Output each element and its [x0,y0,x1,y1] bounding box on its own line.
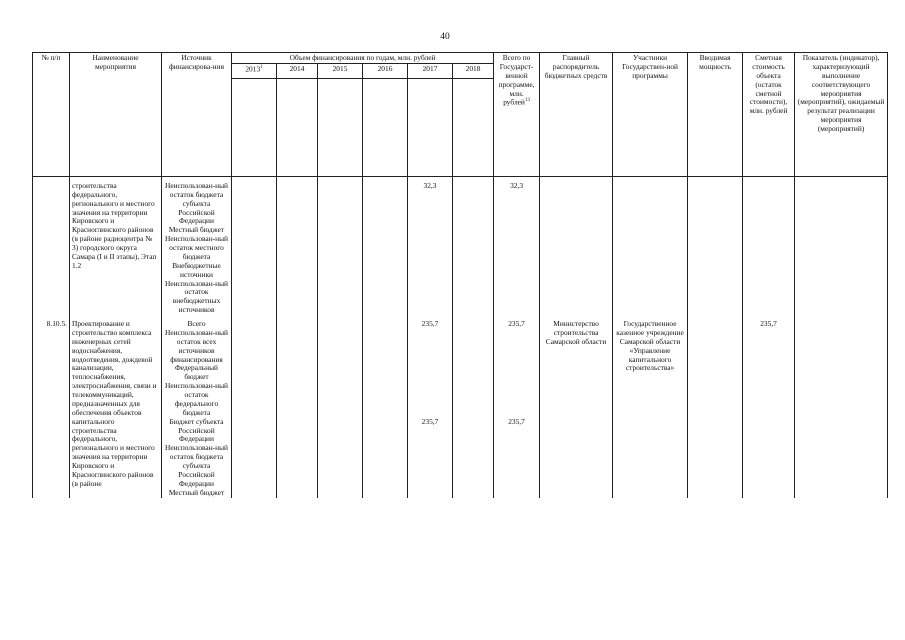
row-num: 8.10.5. [33,320,70,498]
header-year-2013: 2013$^1$ [232,63,277,78]
header-num: № п/п [33,53,70,177]
row-name: Проектирование и строительство комплекса инженерных сетей водоснабжения, водоотведения, дождевой канализации, теплоснабжения, электроснабжения, связи и телекоммуникаций, предназначенных для обеспечения объектов капитального строительства федерального, регионального и местного значения на территории Кировского и Красноглинского районов (в районе [70,320,162,498]
table-header-row [33,53,888,64]
row-total: 32,3 [494,182,540,315]
program-funding-table [32,52,888,498]
header-total: Всего по Государст-венной программе, млн. рублей$^{13}$ [494,53,540,177]
row-sources: Неиспользован-ный остаток бюджета субъекта Российской Федерации Местный бюджет Неиспользован-ный остаток местного бюджета Внебюджетные источники Неиспользован-ный остаток внебюджетных источников [162,182,232,315]
row-total: 235,7 [494,418,540,498]
row-sources: Бюджет субъекта Российской Федерации Неиспользован-ный остаток бюджета субъекта Российской Федерации Местный бюджет [162,418,232,498]
row-value-2017: 32,3 [408,182,453,315]
footnote-mark: 13 [524,98,530,104]
row-name: строительства федерального, регионального и местного значения на территории Кировского и Красноглинского районов (в районе радиоцентра № 3) городского округа Самара (I и II этапы), Этап 1.2 [70,182,162,315]
header-year-2018: 2018 [453,63,494,78]
footnote-mark: 1 [260,64,263,70]
row-participant: Государственное казенное учреждение Самарской области «Управление капитального строительства» [613,320,688,498]
header-year-2014: 2014 [277,63,318,78]
table-row [33,320,888,418]
header-main-manager: Главный распорядитель бюджетных средств [540,53,613,177]
table-row [33,182,888,315]
header-participants: Участники Государствен-ной программы [613,53,688,177]
row-main-manager: Министерство строительства Самарской области [540,320,613,498]
row-estimate: 235,7 [743,320,795,498]
header-funding-group: Объем финансирования по годам, млн. рублей [232,53,494,64]
header-name: Наименование мероприятия [70,53,162,177]
header-sources: Источник финансирова-ния [162,53,232,177]
row-num [33,182,70,315]
header-year-2017: 2017 [408,63,453,78]
row-sources: Всего Неиспользован-ный остаток всех источников финансирования Федеральный бюджет Неиспользован-ный остаток федерального бюджета [162,320,232,418]
row-total: 235,7 [494,320,540,418]
header-capacity: Вводимая мощность [688,53,743,177]
header-indicator: Показатель (индикатор), характеризующий выполнение соответствующего мероприятия (мероприятий), ожидаемый результат реализации мероприятия (мероприятий) [795,53,888,177]
row-value-2017: 235,7 [408,320,453,418]
header-year-2015: 2015 [318,63,363,78]
page-number: 40 [440,32,450,42]
header-year-2016: 2016 [363,63,408,78]
header-estimate: Сметная стоимость объекта (остаток сметной стоимости), млн. рублей [743,53,795,177]
row-value-2017: 235,7 [408,418,453,498]
